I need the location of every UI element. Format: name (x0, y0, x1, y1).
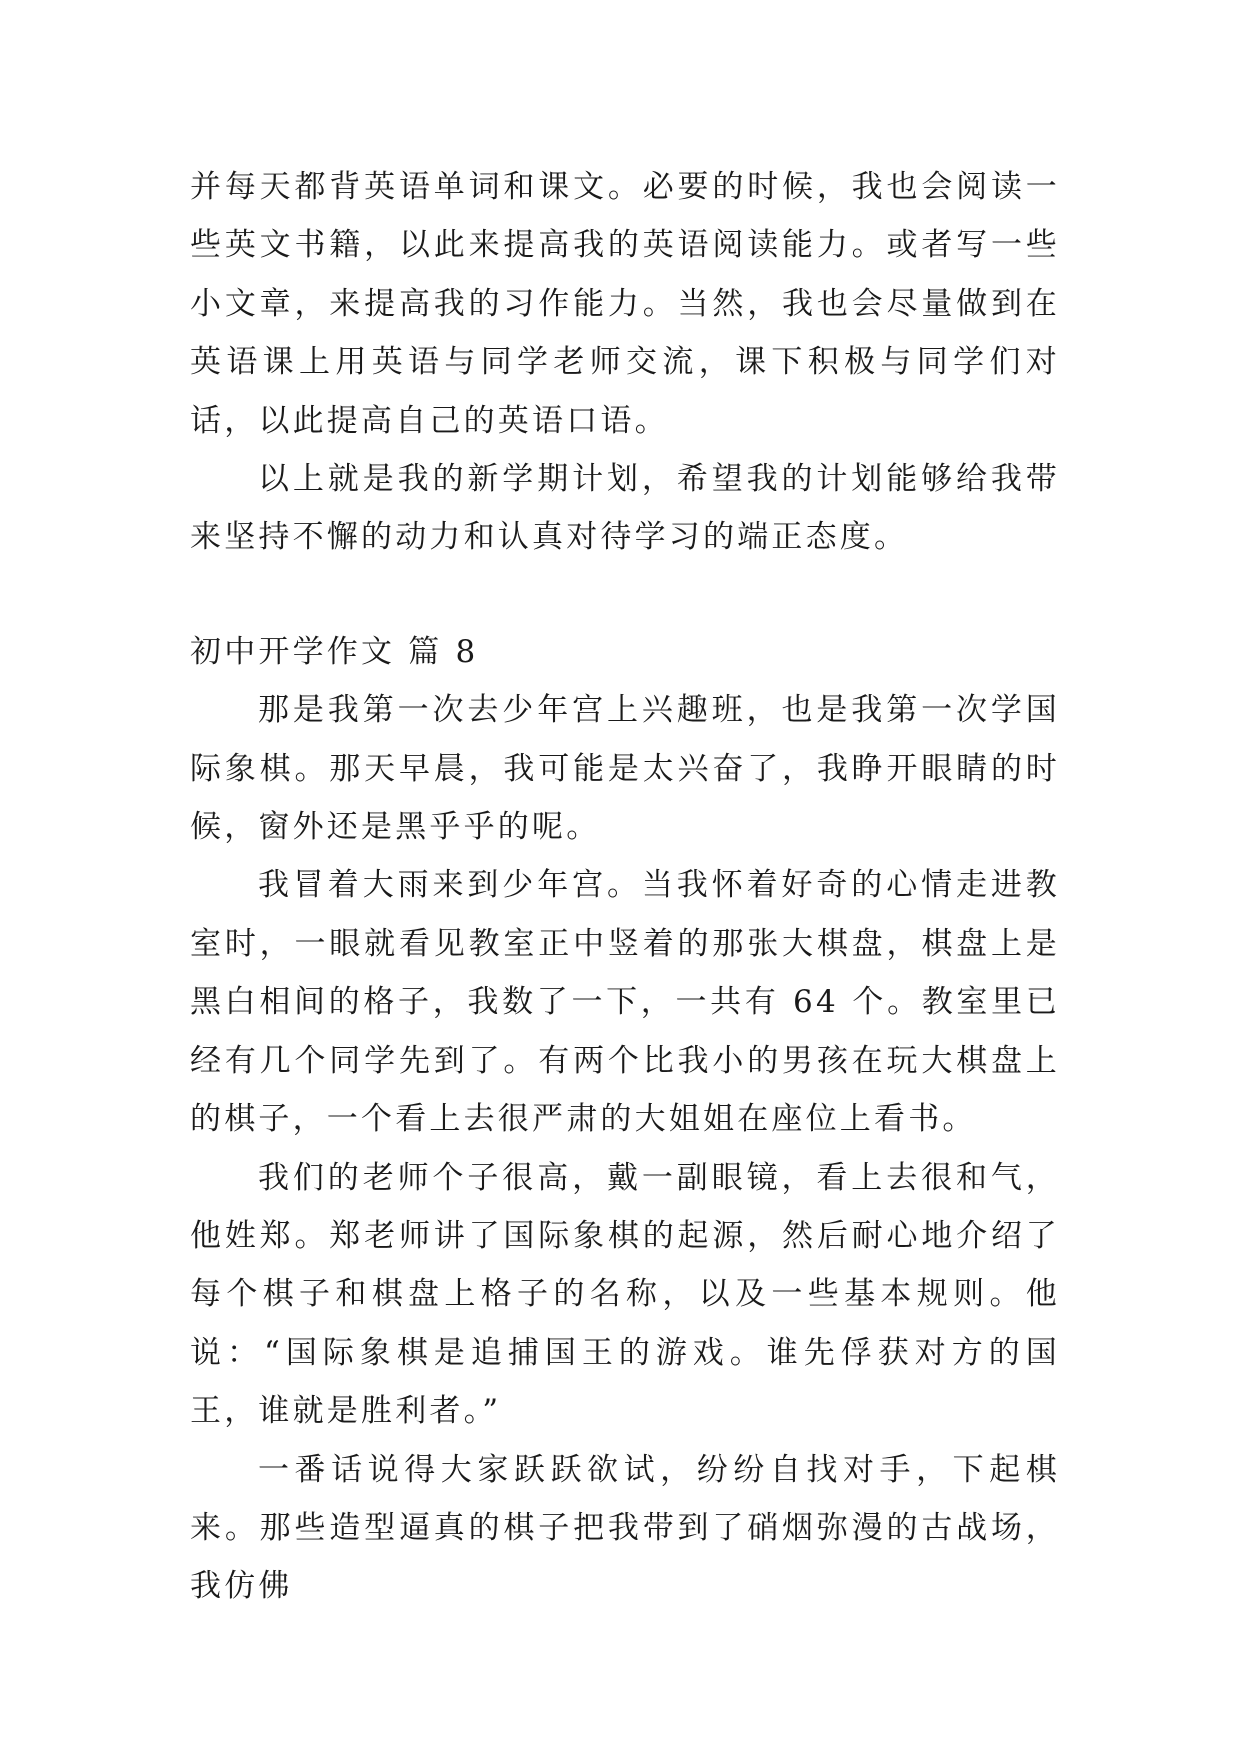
document-body (190, 158, 1060, 1616)
paragraph-classroom: 我冒着大雨来到少年宫。当我怀着好奇的心情走进教室时，一眼就看见教室正中竖着的那张大棋盘，棋盘上是黑白相间的格子，我数了一下，一共有 64 个。教室里已经有几个同学先到了。有两个比我小的男孩在玩大棋盘上的棋子，一个看上去很严肃的大姐姐在座位上看书。 (190, 867, 1060, 1138)
paragraph-english-plan: 并每天都背英语单词和课文。必要的时候，我也会阅读一些英文书籍，以此来提高我的英语阅读能力。或者写一些小文章，来提高我的习作能力。当然，我也会尽量做到在英语课上用英语与同学老师交流，课下积极与同学们对话，以此提高自己的英语口语。 (190, 169, 1060, 439)
section-heading: 初中开学作文 篇 8 (190, 633, 479, 670)
paragraph-first-class: 那是我第一次去少年宫上兴趣班，也是我第一次学国际象棋。那天早晨，我可能是太兴奋了，我睁开眼睛的时候，窗外还是黑乎乎的呢。 (190, 692, 1060, 846)
paragraph-game-begins: 一番话说得大家跃跃欲试，纷纷自找对手，下起棋来。那些造型逼真的棋子把我带到了硝烟弥漫的古战场，我仿佛 (190, 1451, 1060, 1605)
paragraph-teacher: 我们的老师个子很高，戴一副眼镜，看上去很和气，他姓郑。郑老师讲了国际象棋的起源，然后耐心地介绍了每个棋子和棋盘上格子的名称，以及一些基本规则。他说：“国际象棋是追捕国王的游戏。谁先俘获对方的国王，谁就是胜利者。” (190, 1159, 1060, 1430)
paragraph-plan-conclusion: 以上就是我的新学期计划，希望我的计划能够给我带来坚持不懈的动力和认真对待学习的端正态度。 (190, 461, 1060, 556)
